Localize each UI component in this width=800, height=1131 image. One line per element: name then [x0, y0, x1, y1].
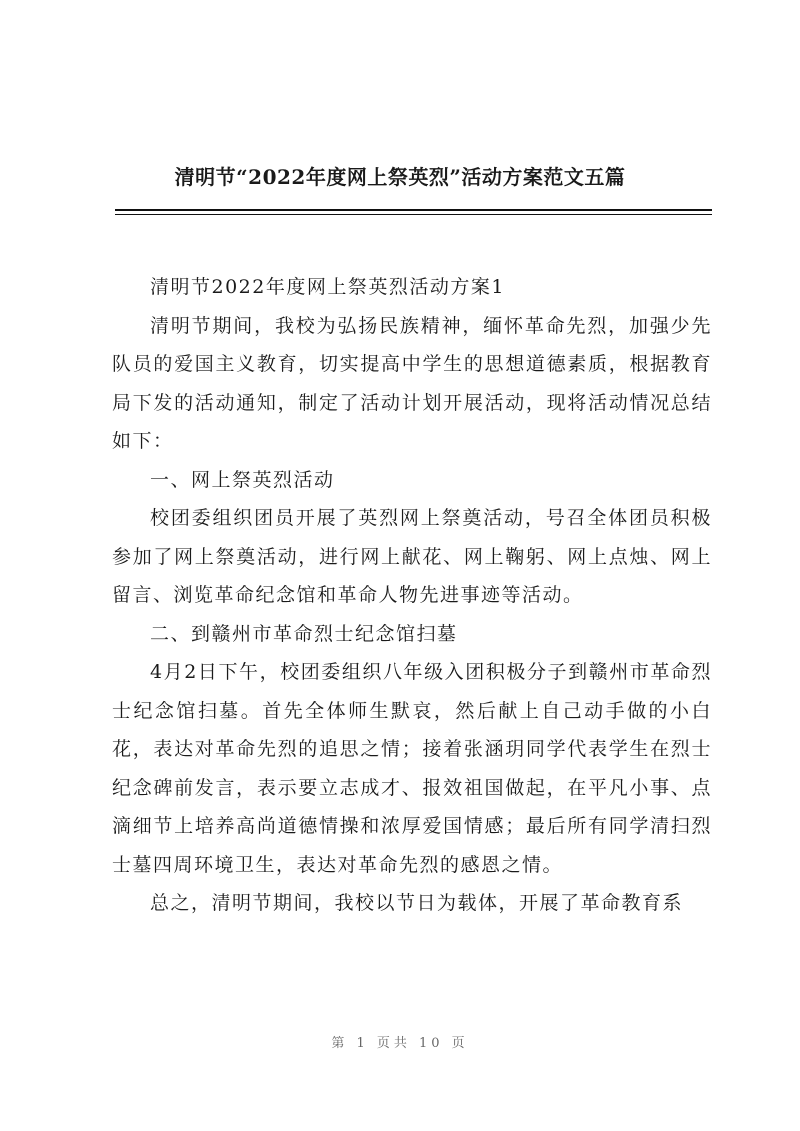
section-heading-plan-1: 清明节2022年度网上祭英烈活动方案1 [150, 276, 505, 298]
document-body [112, 268, 712, 923]
paragraph-tomb-sweeping: 4月2日下午，校团委组织八年级入团积极分子到赣州市革命烈士纪念馆扫墓。首先全体师生默哀，然后献上自己动手做的小白花，表达对革命先烈的追思之情；接着张涵玥同学代表学生在烈士纪念碑前发言，表示要立志成才、报效祖国做起，在平凡小事、点滴细节上培养高尚道德情操和浓厚爱国情感；最后所有同学清扫烈士墓四周环境卫生，表达对革命先烈的感恩之情。 [112, 661, 712, 876]
title-divider [115, 209, 712, 211]
paragraph-summary: 总之，清明节期间，我校以节日为载体，开展了革命教育系 [150, 892, 684, 914]
title-divider-thin [115, 214, 712, 215]
section-heading-tomb-sweeping: 二、到赣州市革命烈士纪念馆扫墓 [150, 622, 458, 645]
paragraph-online-memorial: 校团委组织团员开展了英烈网上祭奠活动，号召全体团员积极参加了网上祭奠活动，进行网上献花、网上鞠躬、网上点烛、网上留言、浏览革命纪念馆和革命人物先进事迹等活动。 [112, 507, 712, 606]
section-heading-online-memorial: 一、网上祭英烈活动 [150, 468, 335, 491]
document-title: 清明节“2022年度网上祭英烈”活动方案范文五篇 [174, 165, 626, 189]
paragraph-intro: 清明节期间，我校为弘扬民族精神，缅怀革命先烈，加强少先队员的爱国主义教育，切实提高中学生的思想道德素质，根据教育局下发的活动通知，制定了活动计划开展活动，现将活动情况总结如下： [112, 314, 712, 452]
page-footer: 第 1 页共 10 页 [331, 1036, 469, 1051]
